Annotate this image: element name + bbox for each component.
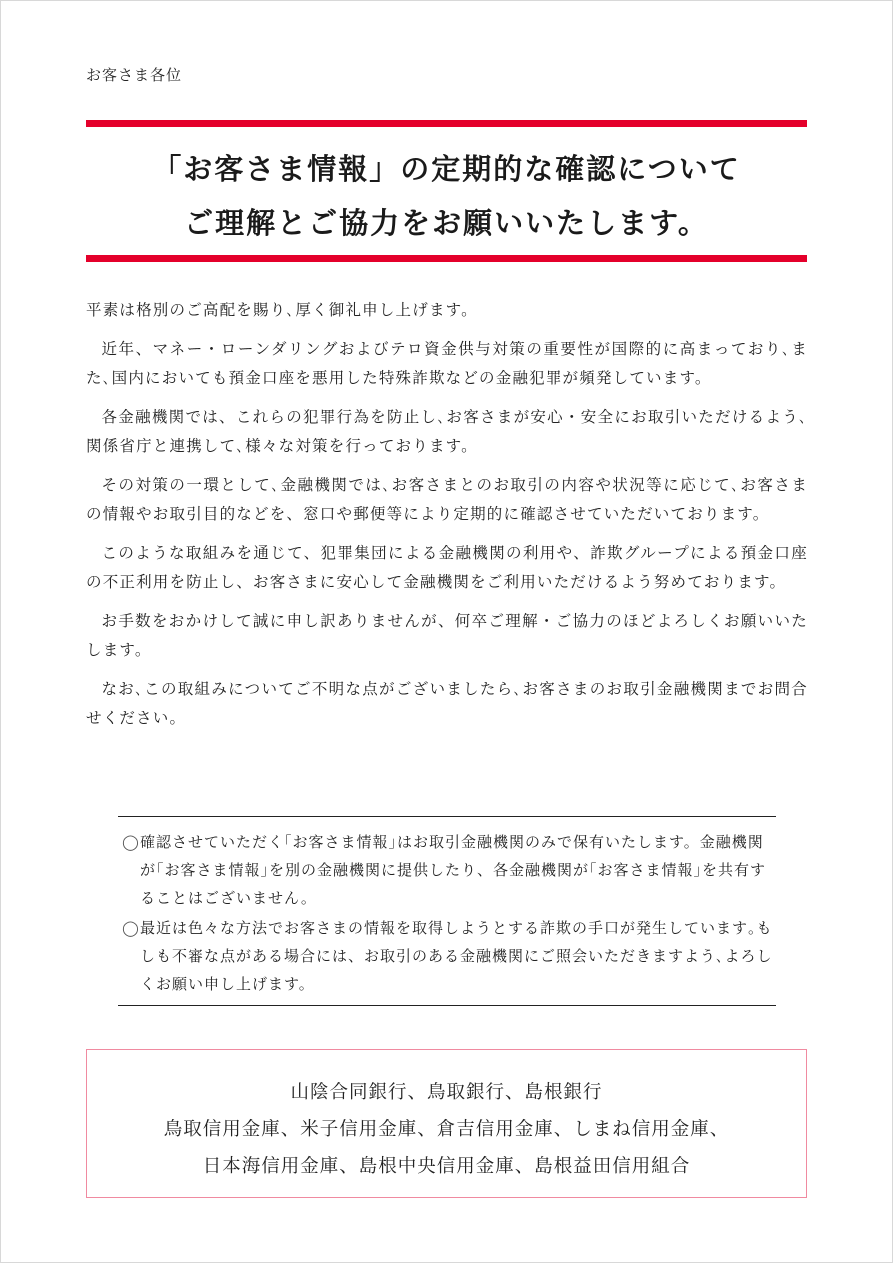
- salutation: お客さま各位: [86, 66, 183, 84]
- paragraph-purpose: このような取組みを通じて、犯罪集団による金融機関の利用や、詐欺グループによる預金口座の不正利用を防止し、お客さまに安心して金融機関をご利用いただけるよう努めております。: [86, 544, 808, 591]
- bank-list-line-1: 山陰合同銀行、鳥取銀行、島根銀行: [290, 1082, 603, 1103]
- circle-bullet-icon: ◯: [122, 833, 140, 851]
- note-text: 確認させていただく｢お客さま情報｣はお取引金融機関のみで保有いたします。金融機関が｢お客さま情報｣を別の金融機関に提供したり、各金融機関が｢お客さま情報｣を共有することはございません。: [140, 833, 767, 907]
- note-item: [122, 914, 776, 998]
- circle-bullet-icon: ◯: [122, 919, 140, 937]
- paragraph-request: お手数をおかけして誠に申し訳ありませんが、何卒ご理解・ご協力のほどよろしくお願いいたします。: [86, 612, 808, 659]
- paragraph-confirmation: その対策の一環として､金融機関では､お客さまとのお取引の内容や状況等に応じて､お客さまの情報やお取引目的などを、窓口や郵便等により定期的に確認させていただいております。: [86, 476, 808, 523]
- title-line-2: ご理解とご協力をお願いいたします。: [184, 206, 709, 240]
- title-line-1: 「お客さま情報」の定期的な確認について: [152, 152, 741, 186]
- bank-list-line-3: 日本海信用金庫、島根中央信用金庫、島根益田信用組合: [202, 1156, 691, 1177]
- title-bottom-rule: [86, 255, 807, 262]
- paragraph-contact: なお､この取組みについてご不明な点がございましたら､お客さまのお取引金融機関までお問合せください。: [86, 680, 808, 727]
- bank-list-box: [86, 1049, 807, 1198]
- note-item: [122, 828, 776, 912]
- paragraph-measures: 各金融機関では、これらの犯罪行為を防止し､お客さまが安心・安全にお取引いただけるよう､関係省庁と連携して､様々な対策を行っております。: [86, 408, 808, 455]
- bank-list-line-2: 鳥取信用金庫、米子信用金庫、倉吉信用金庫、しまね信用金庫、: [163, 1119, 730, 1140]
- note-text: 最近は色々な方法でお客さまの情報を取得しようとする詐欺の手口が発生しています｡もしも不審な点がある場合には、お取引のある金融機関にご照会いただきますよう､よろしくお願い申し上げます。: [140, 919, 773, 993]
- title-top-rule: [86, 120, 807, 127]
- paragraph-greeting: 平素は格別のご高配を賜り､厚く御礼申し上げます。: [86, 301, 478, 319]
- body-text: [86, 296, 808, 743]
- notes-box: [118, 816, 776, 1006]
- page-title: [86, 142, 807, 250]
- paragraph-background: 近年、マネー・ローンダリングおよびテロ資金供与対策の重要性が国際的に高まっており､また､国内においても預金口座を悪用した特殊詐欺などの金融犯罪が頻発しています。: [86, 340, 808, 387]
